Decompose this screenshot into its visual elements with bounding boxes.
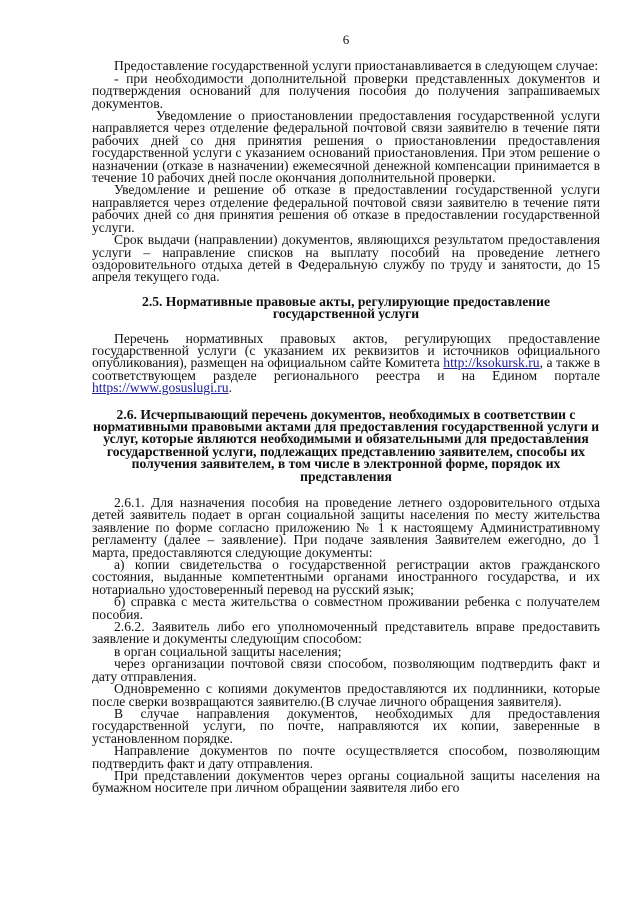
paragraph-suspension-notice: Уведомление о приостановлении предоставления государственной услуги направляется через отделение федеральной почтовой связи заявителю в течение пяти рабочих дней со дня принятия решения о приостановлении предоставления государственной услуги с указанием оснований приостановления. При этом решение о назначении (отказе в назначении) ежемесячной денежной компенсации принимается в течение 10 рабочих дней после окончания дополнительной проверки.: [92, 108, 600, 186]
paragraph-issue-term: Срок выдачи (направлении) документов, являющихся результатом предоставления услуги – направление списков на выплату пособий на проведение летнего оздоровительного отдыха детей в Федеральную службу по труду и занятости, до 15 апреля текущего года.: [92, 232, 600, 285]
page-number: 6: [342, 32, 350, 47]
section-heading-2-5: 2.5. Нормативные правовые акты, регулирующие предоставление государственной услуги: [142, 293, 550, 322]
paragraph-suspension-case: - при необходимости дополнительной проверки представленных документов и подтверждения оснований для получения пособия до получения запрашиваемых документов.: [92, 70, 600, 111]
paragraph-item-b: б) справка с места жительства о совместном проживании ребенка с получателем пособия.: [92, 594, 600, 622]
paragraph-2-6-2: 2.6.2. Заявитель либо его уполномоченный представитель вправе предоставить заявление и документы следующим способом:: [92, 619, 600, 647]
paragraph-2-6-1: 2.6.1. Для назначения пособия на проведение летнего оздоровительного отдыха детей заявитель подает в орган социальной защиты населения по месту жительства заявление по форме согласно приложению № 1 к настоящему Административному регламенту (далее – заявление). При подаче заявления Заявителем ежегодно, до 1 марта, предоставляются следующие документы:: [92, 495, 600, 560]
paragraph-originals: Одновременно с копиями документов предоставляются их подлинники, которые после сверки возвращаются заявителю.(В случае личного обращения заявителя).: [92, 681, 600, 709]
paragraph-mail-method: Направление документов по почте осуществляется способом, позволяющим подтвердить факт и дату отправления.: [92, 743, 600, 771]
paragraph-social-body: в орган социальной защиты населения;: [114, 643, 342, 659]
paragraph-item-a: а) копии свидетельства о государственной регистрации актов гражданского состояния, выданные компетентными органами иностранного государства, и их нотариально удостоверенный перевод на русский язык;: [92, 557, 600, 597]
legal-acts-text-end: .: [228, 380, 232, 396]
legal-acts-text-mid: , а также в соответствующем разделе регионального реестра и на Едином портале: [92, 355, 600, 383]
section-heading-2-6: 2.6. Исчерпывающий перечень документов, необходимых в соответствии с нормативными правовыми актами для предоставления государственной услуги и услуг, которые являются необходимыми и обязательными для предоставления государственной услуги, подлежащих представлению заявителем, способы их получения заявителем, в том числе в электронной форме, порядок их представления: [92, 406, 600, 484]
paragraph-postal: через организации почтовой связи способом, позволяющим подтвердить факт и дату отправления.: [92, 656, 600, 684]
legal-acts-text-start: Перечень нормативных правовых актов, регулирующих предоставление государственной услуги (с указанием их реквизитов и источников официального опубликования), размещен на официальном сайте Комитета: [92, 330, 600, 371]
paragraph-mail: В случае направления документов, необходимых для предоставления государственной услуги, по почте, направляются их копии, заверенные в установленном порядке.: [92, 705, 600, 746]
paragraph-suspension: Предоставление государственной услуги приостанавливается в следующем случае:: [114, 58, 599, 74]
gosuslugi-portal-link[interactable]: https://www.gosuslugi.ru: [92, 380, 229, 396]
committee-site-link[interactable]: http://ksokursk.ru: [443, 355, 540, 371]
paragraph-refusal-notice: Уведомление и решение об отказе в предоставлении государственной услуги направляется через отделение федеральной почтовой связи заявителю в течение пяти рабочих дней со дня принятия решения об отказе в предоставлении государственной услуги.: [92, 182, 600, 235]
paragraph-legal-acts: [92, 330, 600, 396]
paragraph-paper: При представлении документов через органы социальной защиты населения на бумажном носителе при личном обращении заявителя либо его: [92, 767, 600, 796]
